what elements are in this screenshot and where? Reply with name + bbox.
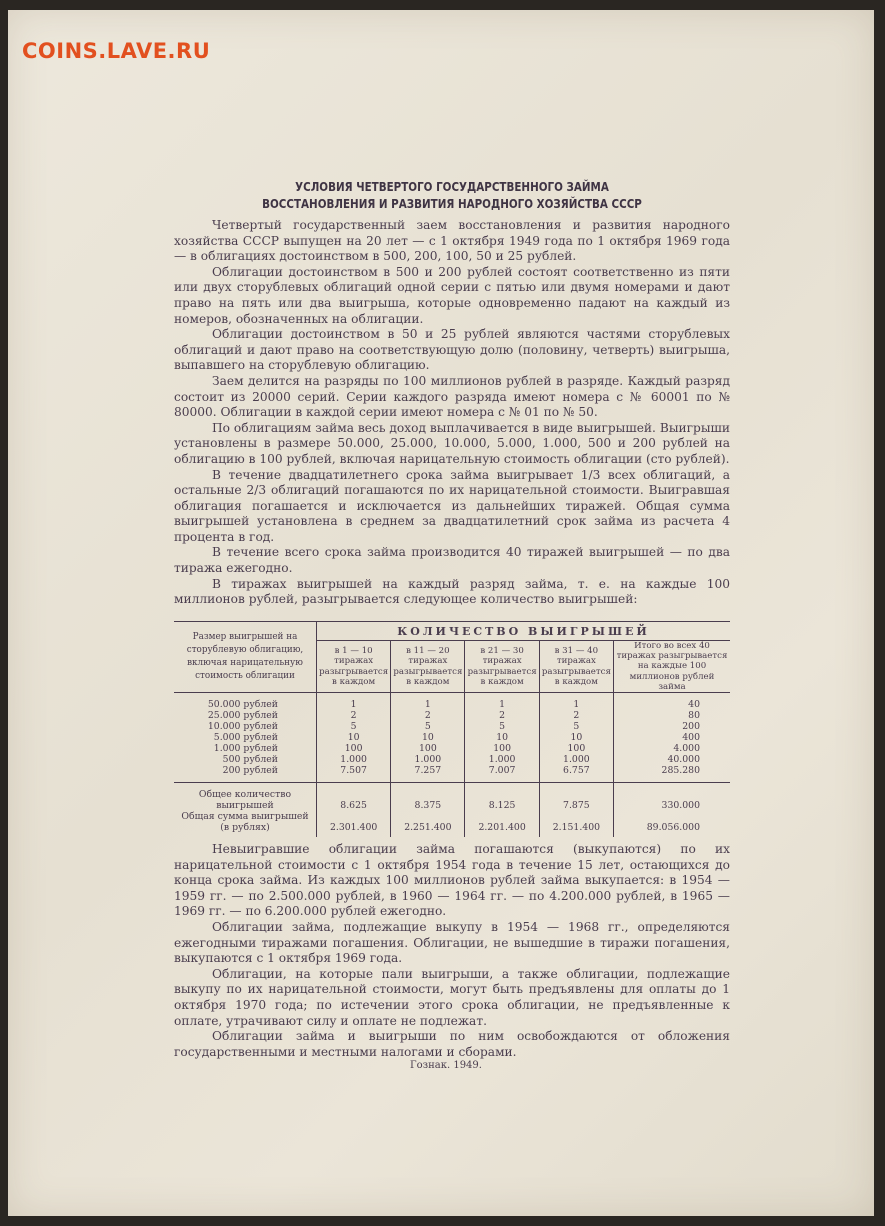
table-cell: 4.000 <box>614 743 731 754</box>
table-column-header: в 31 — 40 тиражах разыгрывается в каждом <box>539 641 613 693</box>
table-cell: 2 <box>391 710 465 721</box>
table-cell: 2 <box>465 710 539 721</box>
printer-imprint: Гознак. 1949. <box>410 1060 482 1071</box>
table-row <box>174 754 730 765</box>
table-cell: 1.000 <box>539 754 613 765</box>
table-cell: 100 <box>391 743 465 754</box>
table-cell: 1 <box>539 693 613 711</box>
row-label: 1.000 рублей <box>213 743 278 755</box>
table-column-header: в 11 — 20 тиражах разыгрывается в каждом <box>391 641 465 693</box>
paragraph: Облигации достоинством в 500 и 200 рублей состоят соответственно из пяти или двух сторублевых облигаций одной серии с пятью или двумя номерами и дают право на пять или два выигрыша, которые одновременно падают на каждый из номеров, обозначенных на облигации. <box>174 264 730 326</box>
table-cell: 40 <box>614 693 731 711</box>
table-cell: 1.000 <box>317 754 391 765</box>
table-cell: 5 <box>317 721 391 732</box>
table-cell: 10 <box>391 732 465 743</box>
paragraph: Облигации займа, подлежащие выкупу в 1954 — 1968 гг., определяются ежегодными тиражами погашения. Облигации, не вышедшие в тиражи погашения, выкупаются с 1 октября 1969 года. <box>174 919 730 966</box>
table-cell: 10 <box>465 732 539 743</box>
table-cell: 1 <box>465 693 539 711</box>
paragraph: Облигации займа и выигрыши по ним освобождаются от обложения государственными и местными налогами и сборами. <box>174 1029 730 1059</box>
table-cell: 5 <box>391 721 465 732</box>
table-summary-row <box>174 783 730 812</box>
paragraph: В тиражах выигрышей на каждый разряд займа, т. е. на каждые 100 миллионов рублей, разыгрывается следующее количество выигрышей: <box>174 576 730 607</box>
table-row <box>174 732 730 743</box>
row-label: 25.000 рублей <box>207 710 278 722</box>
table-column-header: Итого во всех 40 тиражах разыгрывается на каждые 100 миллионов рублей займа <box>614 641 731 693</box>
table-cell: 5 <box>465 721 539 732</box>
table-cell: 200 <box>614 721 731 732</box>
site-watermark: COINS.LAVE.RU <box>22 39 211 63</box>
row-label: 200 рублей <box>174 765 317 783</box>
row-label: 10.000 рублей <box>207 721 278 733</box>
table-cell: 40.000 <box>614 754 731 765</box>
table-cell: 8.625 <box>317 783 391 812</box>
conditions-text-top <box>174 218 730 608</box>
table-cell: 80 <box>614 710 731 721</box>
row-label: Общее количество выигрышей <box>198 789 292 812</box>
table-left-header: Размер выигрышей на сторублевую облигацию, включая нарицательную стоимость облигации <box>174 622 317 693</box>
row-label: 50.000 рублей <box>207 699 278 711</box>
table-cell: 8.125 <box>465 783 539 812</box>
table-cell: 7.007 <box>465 765 539 783</box>
paragraph: В течение всего срока займа производится 40 тиражей выигрышей — по два тиража ежегодно. <box>174 545 730 576</box>
table-row <box>174 765 730 783</box>
table-cell: 7.875 <box>539 783 613 812</box>
table-cell: 7.507 <box>317 765 391 783</box>
table-cell: 100 <box>317 743 391 754</box>
table-cell: 1.000 <box>465 754 539 765</box>
table-cell: 285.280 <box>614 765 731 783</box>
table-cell: 2.201.400 <box>465 811 539 837</box>
table-cell: 2 <box>317 710 391 721</box>
row-label: 500 рублей <box>222 754 278 766</box>
table-cell: 10 <box>539 732 613 743</box>
title-line-1: УСЛОВИЯ ЧЕТВЕРТОГО ГОСУДАРСТВЕННОГО ЗАЙМА <box>295 179 609 194</box>
paragraph: По облигациям займа весь доход выплачивается в виде выигрышей. Выигрыши установлены в размере 50.000, 25.000, 10.000, 5.000, 1.000, 500 и 200 рублей на облигацию в 100 рублей, включая нарицательную стоимость облигации (сто рублей). <box>174 420 730 466</box>
table-cell: 330.000 <box>614 783 731 812</box>
row-label: 5.000 рублей <box>213 732 278 744</box>
table-column-header: в 21 — 30 тиражах разыгрывается в каждом <box>465 641 539 693</box>
conditions-text-bottom <box>174 842 730 1060</box>
table-column-header: в 1 — 10 тиражах разыгрывается в каждом <box>317 641 391 693</box>
paragraph: В течение двадцатилетнего срока займа выигрывает 1/3 всех облигаций, а остальные 2/3 облигаций погашаются по их нарицательной стоимости. Выигравшая облигация погашается и исключается из дальнейших тиражей. Общая сумма выигрышей установлена в среднем за двадцатилетний срок займа из расчета 4 процента в год. <box>174 467 730 544</box>
table-summary-row <box>174 811 730 837</box>
table-row <box>174 743 730 754</box>
paragraph: Заем делится на разряды по 100 миллионов рублей в разряде. Каждый разряд состоит из 20000 серий. Серии каждого разряда имеют номера с № 60001 по № 80000. Облигации в каждой серии имеют номера с № 01 по № 50. <box>174 373 730 420</box>
paragraph: Четвертый государственный заем восстановления и развития народного хозяйства СССР выпущен на 20 лет — с 1 октября 1949 года по 1 октября 1969 года — в облигациях достоинством в 500, 200, 100, 50 и 25 рублей. <box>174 218 730 264</box>
table-group-header: КОЛИЧЕСТВО ВЫИГРЫШЕЙ <box>317 622 731 641</box>
table-cell: 10 <box>317 732 391 743</box>
table-cell: 1.000 <box>391 754 465 765</box>
table-cell: 89.056.000 <box>614 811 731 837</box>
table-cell: 100 <box>465 743 539 754</box>
table-cell: 2 <box>539 710 613 721</box>
table-cell: 2.251.400 <box>391 811 465 837</box>
table-cell: 2.151.400 <box>539 811 613 837</box>
row-label: Общая сумма выигрышей (в рублях) <box>181 811 309 834</box>
title-line-2: ВОССТАНОВЛЕНИЯ И РАЗВИТИЯ НАРОДНОГО ХОЗЯЙСТВА СССР <box>262 196 642 211</box>
table-cell: 400 <box>614 732 731 743</box>
table-cell: 1 <box>317 693 391 711</box>
document-title <box>196 178 708 212</box>
table-cell: 8.375 <box>391 783 465 812</box>
table-cell: 2.301.400 <box>317 811 391 837</box>
table-cell: 100 <box>539 743 613 754</box>
table-cell: 1 <box>391 693 465 711</box>
table-cell: 6.757 <box>539 765 613 783</box>
table-row <box>174 721 730 732</box>
paragraph: Невыигравшие облигации займа погашаются (выкупаются) по их нарицательной стоимости с 1 октября 1954 года в течение 15 лет, остающихся до конца срока займа. Из каждых 100 миллионов рублей займа выкупается: в 1954 — 1959 гг. — по 2.500.000 рублей, в 1960 — 1964 гг. — по 4.200.000 рублей, в 1965 — 1969 гг. — по 6.200.000 рублей ежегодно. <box>174 842 730 919</box>
paragraph: Облигации, на которые пали выигрыши, а также облигации, подлежащие выкупу по их нарицательной стоимости, могут быть предъявлены для оплаты до 1 октября 1970 года; по истечении этого срока облигации, не предъявленные к оплате, утрачивают силу и оплате не подлежат. <box>174 966 730 1028</box>
table-cell: 7.257 <box>391 765 465 783</box>
winnings-table <box>174 621 730 837</box>
table-row <box>174 693 730 711</box>
table-row <box>174 710 730 721</box>
table-cell: 5 <box>539 721 613 732</box>
paragraph: Облигации достоинством в 50 и 25 рублей являются частями сторублевых облигаций и дают право на соответствующую долю (половину, четверть) выигрыша, выпавшего на сторублевую облигацию. <box>174 327 730 373</box>
